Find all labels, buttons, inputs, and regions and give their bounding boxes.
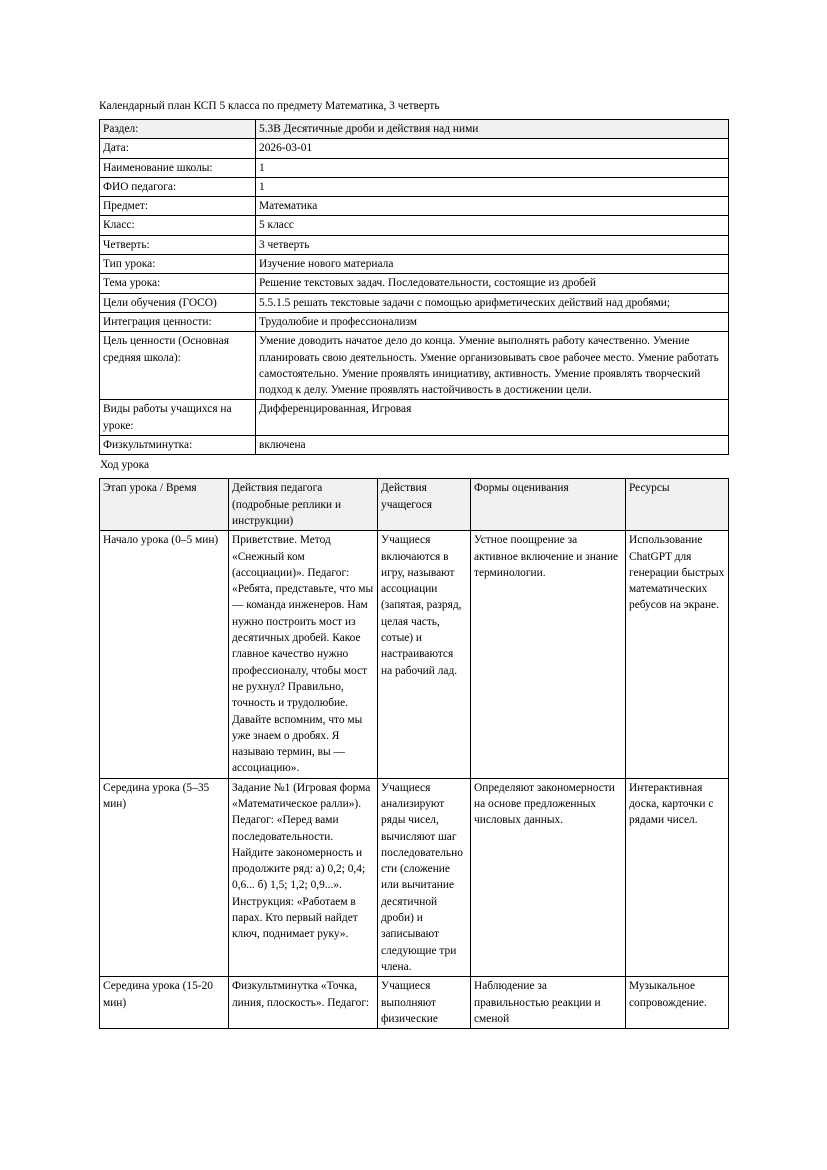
info-row-label: Цели обучения (ГОСО) <box>100 293 256 312</box>
info-row-label: Класс: <box>100 216 256 235</box>
table-row <box>100 120 729 139</box>
info-row-value: Трудолюбие и профессионализм <box>256 312 729 331</box>
info-row-value: Решение текстовых задач. Последовательности, состоящие из дробей <box>256 274 729 293</box>
info-row-value: включена <box>256 436 729 455</box>
info-row-value: 5.3B Десятичные дроби и действия над ними <box>256 120 729 139</box>
stage-cell: Середина урока (15-20 мин) <box>100 977 229 1029</box>
table-row <box>100 531 729 778</box>
lesson-flow-caption: Ход урока <box>100 459 150 472</box>
lesson-flow-table-body <box>100 531 729 1029</box>
lesson-flow-table-head <box>100 479 729 531</box>
table-row <box>100 778 729 977</box>
info-row-label: Раздел: <box>100 120 256 139</box>
teacher-actions-cell: Физкультминутка «Точка, линия, плоскость». Педагог: <box>229 977 378 1029</box>
column-header: Ресурсы <box>626 479 729 531</box>
info-row-value: Изучение нового материала <box>256 255 729 274</box>
table-row <box>100 332 729 400</box>
column-header: Формы оценивания <box>471 479 626 531</box>
teacher-actions-cell: Приветствие. Метод «Снежный ком (ассоциации)». Педагог: «Ребята, представьте, что мы — команда инженеров. Нам нужно построить мост из десятичных дробей. Какое главное качество нужно профессионалу, чтобы мост не рухнул? Правильно, точность и трудолюбие. Давайте вспомним, что мы уже знаем о дробях. Я называю термин, вы — ассоциацию». <box>229 531 378 778</box>
table-row <box>100 977 729 1029</box>
table-row <box>100 255 729 274</box>
table-row <box>100 216 729 235</box>
student-actions-cell: Учащиеся выполняют физические <box>378 977 471 1029</box>
info-row-value: Математика <box>256 197 729 216</box>
table-row <box>100 436 729 455</box>
info-row-label: Дата: <box>100 139 256 158</box>
table-row <box>100 177 729 196</box>
table-row <box>100 400 729 436</box>
student-actions-cell: Учащиеся анализируют ряды чисел, вычисляют шаг последовательности (сложение или вычитание десятичной дроби) и записывают следующие три члена. <box>378 778 471 977</box>
stage-cell: Середина урока (5–35 мин) <box>100 778 229 977</box>
table-row <box>100 197 729 216</box>
info-row-label: Тема урока: <box>100 274 256 293</box>
table-header-row <box>100 479 729 531</box>
info-row-label: Интеграция ценности: <box>100 312 256 331</box>
table-row <box>100 235 729 254</box>
assessment-cell: Определяют закономерности на основе предложенных числовых данных. <box>471 778 626 977</box>
info-row-label: Виды работы учащихся на уроке: <box>100 400 256 436</box>
lesson-info-table <box>99 119 729 455</box>
info-row-value: 5 класс <box>256 216 729 235</box>
table-row <box>100 139 729 158</box>
info-row-label: ФИО педагога: <box>100 177 256 196</box>
table-row <box>100 312 729 331</box>
student-actions-cell: Учащиеся включаются в игру, называют ассоциации (запятая, разряд, целая часть, сотые) и настраиваются на рабочий лад. <box>378 531 471 778</box>
column-header: Действия учащегося <box>378 479 471 531</box>
table-row <box>100 293 729 312</box>
teacher-actions-cell: Задание №1 (Игровая форма «Математическое ралли»). Педагог: «Перед вами последовательности. Найдите закономерность и продолжите ряд: а) 0,2; 0,4; 0,6... б) 1,5; 1,2; 0,9...». Инструкция: «Работаем в парах. Кто первый найдет ключ, поднимает руку». <box>229 778 378 977</box>
info-row-value: 2026-03-01 <box>256 139 729 158</box>
info-row-value: 1 <box>256 177 729 196</box>
info-row-label: Физкультминутка: <box>100 436 256 455</box>
info-row-label: Четверть: <box>100 235 256 254</box>
table-row <box>100 158 729 177</box>
info-row-label: Наименование школы: <box>100 158 256 177</box>
info-row-label: Тип урока: <box>100 255 256 274</box>
assessment-cell: Устное поощрение за активное включение и знание терминологии. <box>471 531 626 778</box>
info-row-value: Дифференцированная, Игровая <box>256 400 729 436</box>
lesson-info-table-body <box>100 120 729 455</box>
assessment-cell: Наблюдение за правильностью реакции и сменой <box>471 977 626 1029</box>
info-row-value: 5.5.1.5 решать текстовые задачи с помощью арифметических действий над дробями; <box>256 293 729 312</box>
lesson-flow-table <box>99 478 729 1029</box>
table-row <box>100 274 729 293</box>
stage-cell: Начало урока (0–5 мин) <box>100 531 229 778</box>
info-row-value: 3 четверть <box>256 235 729 254</box>
info-row-value: 1 <box>256 158 729 177</box>
info-row-label: Цель ценности (Основная средняя школа): <box>100 332 256 400</box>
column-header: Действия педагога (подробные реплики и инструкции) <box>229 479 378 531</box>
resources-cell: Музыкальное сопровождение. <box>626 977 729 1029</box>
resources-cell: Использование ChatGPT для генерации быстрых математических ребусов на экране. <box>626 531 729 778</box>
resources-cell: Интерактивная доска, карточки с рядами чисел. <box>626 778 729 977</box>
info-row-label: Предмет: <box>100 197 256 216</box>
document-content <box>99 98 728 1029</box>
info-row-value: Умение доводить начатое дело до конца. Умение выполнять работу качественно. Умение планировать свою деятельность. Умение организовывать свое рабочее место. Умение работать самостоятельно. Умение проявлять инициативу, активность. Умение проявлять творческий подход к делу. Умение проявлять настойчивость в достижении цели. <box>256 332 729 400</box>
page-title: Календарный план КСП 5 класса по предмету Математика, 3 четверть <box>99 100 440 112</box>
column-header: Этап урока / Время <box>100 479 229 531</box>
